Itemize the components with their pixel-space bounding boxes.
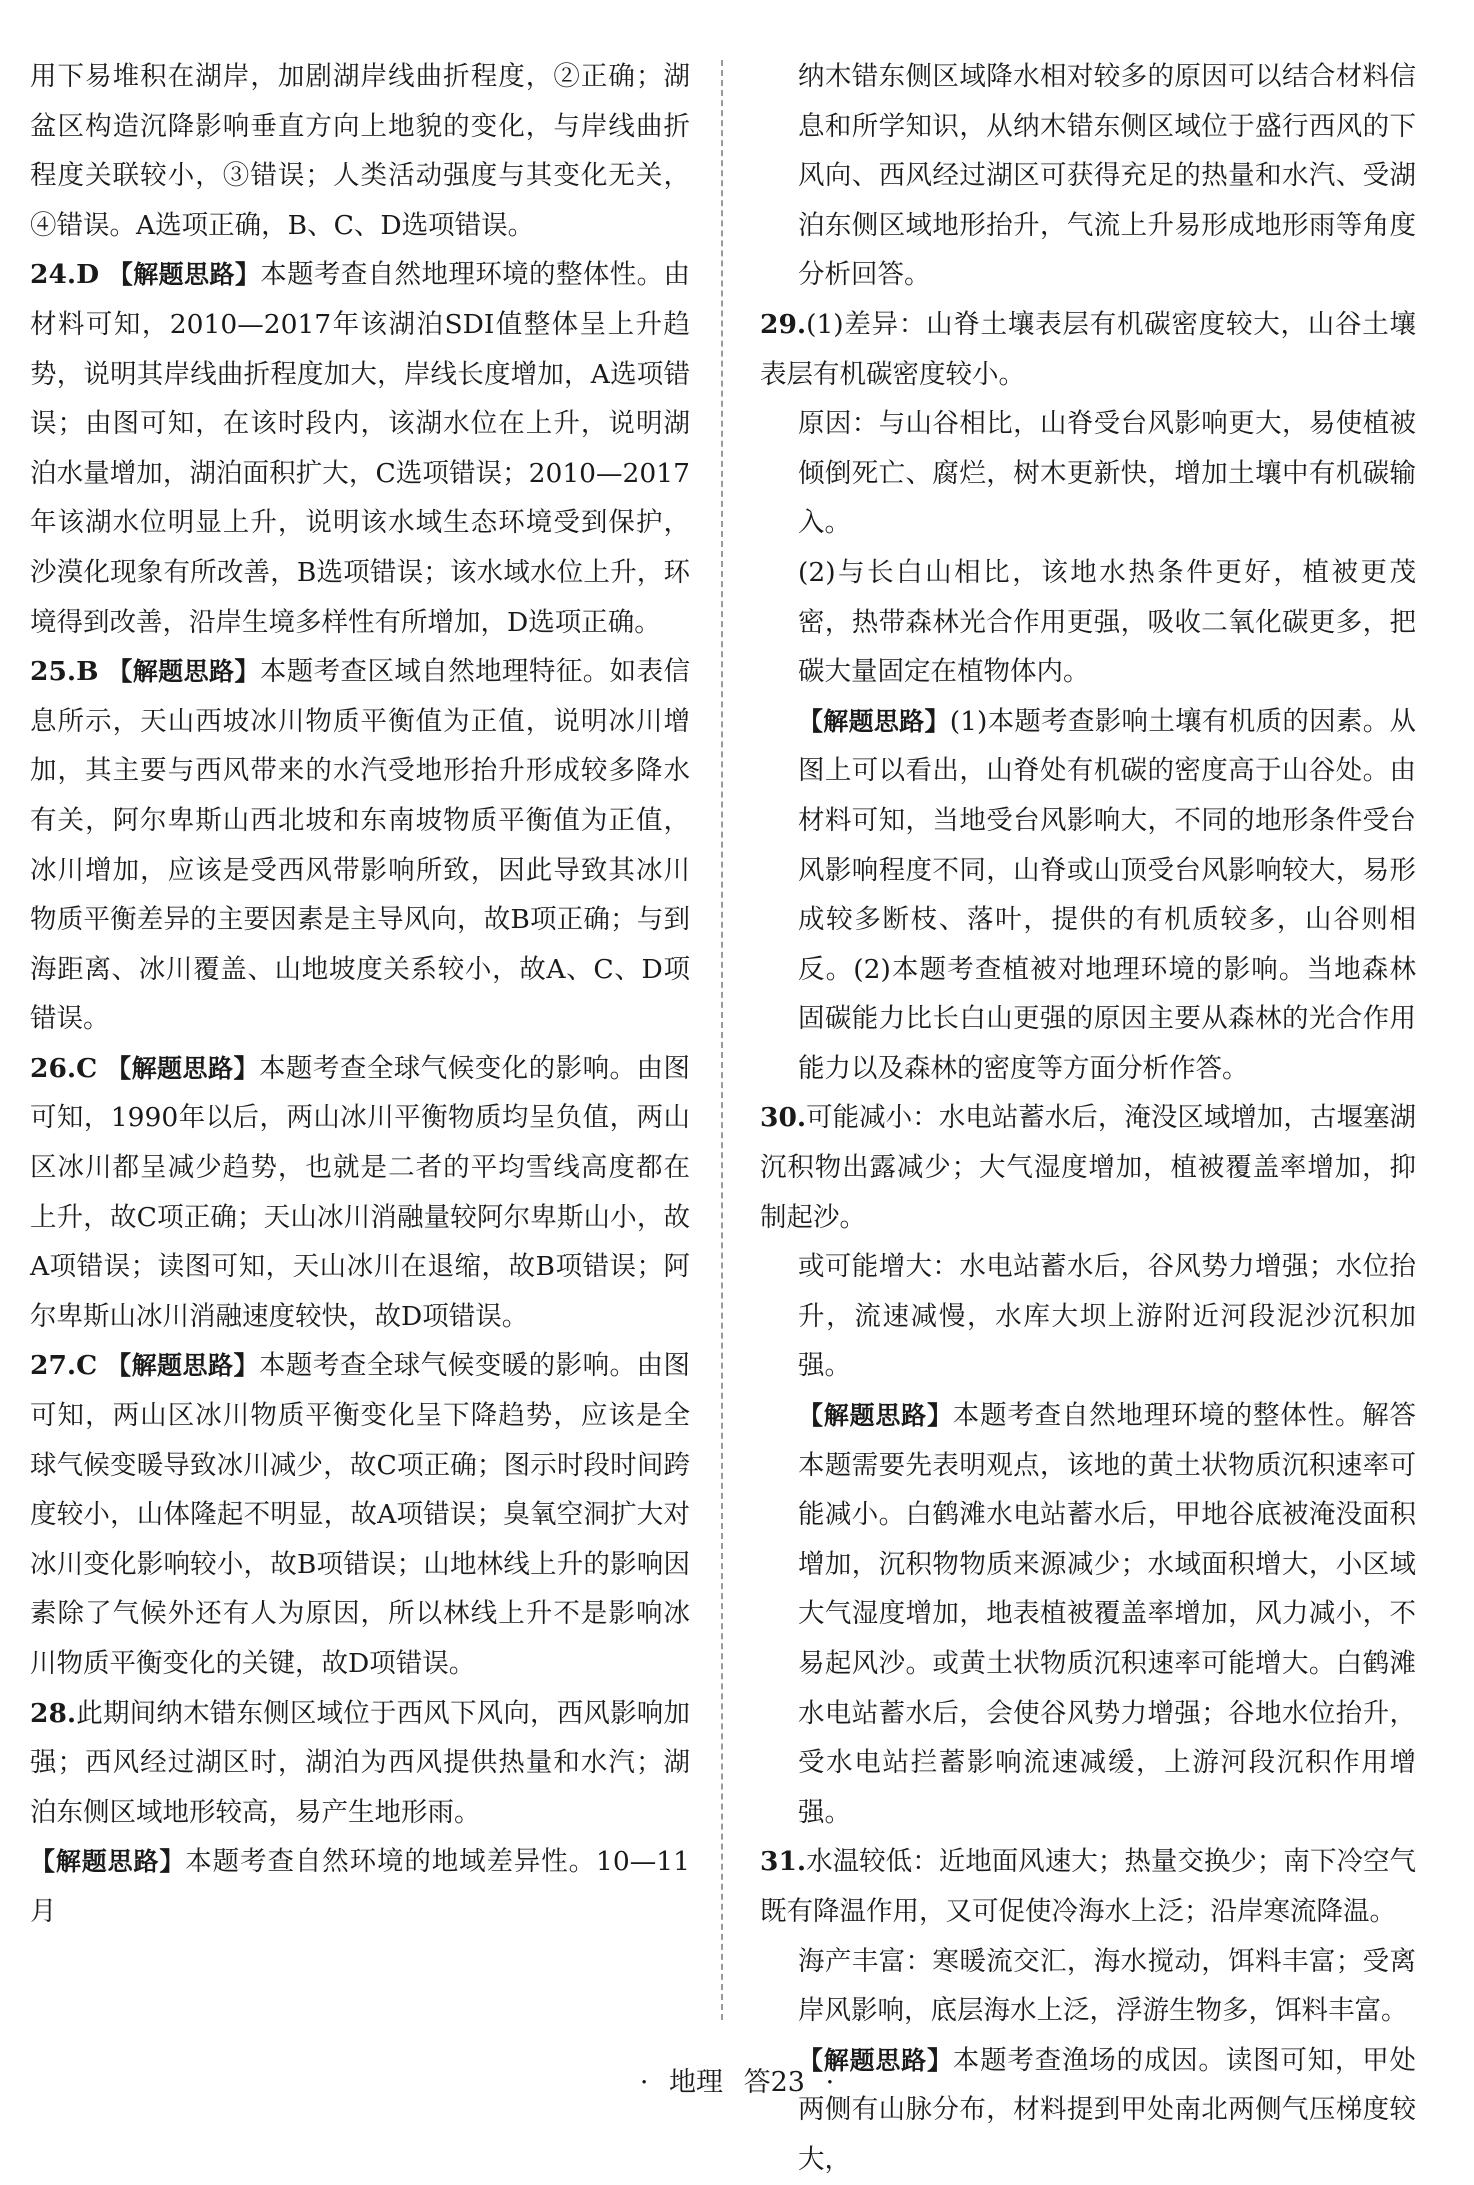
explanation-text: 本题考查区域自然地理特征。如表信息所示，天山西坡冰川物质平衡值为正值，说明冰川增加，其主要与西风带来的水汽受地形抬升形成较多降水有关，阿尔卑斯山西北坡和东南坡物质平衡值为正值，冰川增加，应该是受西风带影响所致，因此导致其冰川物质平衡差异的主要因素是主导风向，故B项正确；与到海距离、冰川覆盖、山地坡度关系较小，故A、C、D项错误。 [30, 656, 690, 1035]
question-number: 27. [30, 1350, 77, 1382]
answer-part-1: 水温较低：近地面风速大；热量交换少；南下冷空气既有降温作用，又可促使冷海水上泛；沿岸寒流降温。 [760, 1846, 1416, 1927]
answer-31 [760, 1837, 1416, 1936]
answer-part-1: (1)差异：山脊土壤表层有机碳密度较大，山谷土壤表层有机碳密度较小。 [760, 308, 1416, 390]
footer-dot-right: · [825, 2067, 835, 2098]
answer-31-explanation [760, 2036, 1416, 2185]
question-number: 29. [760, 308, 807, 340]
solution-tag: 【解题思路】 [106, 1351, 259, 1381]
answer-choice: C [76, 1350, 98, 1382]
question-number: 28. [30, 1697, 77, 1729]
explanation-text: 本题考查自然地理环境的整体性。由材料可知，2010—2017年该湖泊SDI值整体呈上升趋势，说明其岸线曲折程度加大，岸线长度增加，A选项错误；由图可知，在该时段内，该湖水位在上升，说明湖泊水量增加，湖泊面积扩大，C选项错误；2010—2017年该湖水位明显上升，说明该水域生态环境受到保护，沙漠化现象有所改善，B选项错误；该水域水位上升，环境得到改善，沿岸生境多样性有所增加，D选项正确。 [30, 259, 690, 638]
answer-29-reason: 原因：与山谷相比，山脊受台风影响更大，易使植被倾倒死亡、腐烂，树木更新快，增加土壤中有机碳输入。 [798, 408, 1416, 539]
question-number: 31. [760, 1846, 807, 1878]
solution-tag: 【解题思路】 [798, 1401, 953, 1431]
answer-text: 此期间纳木错东侧区域位于西风下风向，西风影响加强；西风经过湖区时，湖泊为西风提供热量和水汽；湖泊东侧区域地形较高，易产生地形雨。 [30, 1697, 690, 1828]
footer-dot-left: · [639, 2067, 649, 2098]
footer-subject: 地理 [669, 2067, 724, 2098]
explanation-text: 本题考查渔场的成因。读图可知，甲处两侧有山脉分布，材料提到甲处南北两侧气压梯度较大， [798, 2044, 1416, 2175]
answer-26 [30, 1044, 690, 1342]
page-footer [0, 2060, 1474, 2099]
question-number: 26. [30, 1052, 77, 1084]
solution-tag: 【解题思路】 [30, 1847, 186, 1877]
question-number: 30. [760, 1102, 807, 1134]
answer-24 [30, 250, 690, 647]
answer-30-alternative: 或可能增大：水电站蓄水后，谷风势力增强；水位抬升，流速减慢，水库大坝上游附近河段泥沙沉积加强。 [798, 1251, 1416, 1382]
answer-part-1: 可能减小：水电站蓄水后，淹没区域增加，古堰塞湖沉积物出露减少；大气湿度增加，植被覆盖率增加，抑制起沙。 [760, 1102, 1416, 1233]
answer-choice: B [76, 656, 99, 688]
answer-27 [30, 1341, 690, 1688]
answer-31-part-2: 海产丰富：寒暖流交汇，海水搅动，饵料丰富；受离岸风影响，底层海水上泛，浮游生物多，饵料丰富。 [798, 1945, 1416, 2027]
continued-answer-23: 用下易堆积在湖岸，加剧湖岸线曲折程度，②正确；湖盆区构造沉降影响垂直方向上地貌的变化，与岸线曲折程度关联较小，③错误；人类活动强度与其变化无关，④错误。A选项正确，B、C、D选项错误。 [30, 61, 690, 241]
answer-29-part-2: (2)与长白山相比，该地水热条件更好，植被更茂密，热带森林光合作用更强，吸收二氧化碳更多，把碳大量固定在植物体内。 [798, 556, 1416, 688]
solution-tag: 【解题思路】 [107, 657, 260, 687]
continued-answer-28: 纳木错东侧区域降水相对较多的原因可以结合材料信息和所学知识，从纳木错东侧区域位于盛行西风的下风向、西风经过湖区可获得充足的热量和水汽、受湖泊东侧区域地形抬升，气流上升易形成地形雨等角度分析回答。 [798, 61, 1416, 291]
solution-tag: 【解题思路】 [106, 1053, 259, 1083]
answer-choice: C [76, 1052, 98, 1084]
answer-25 [30, 647, 690, 1044]
explanation-text: 本题考查自然环境的地域差异性。10—11月 [30, 1846, 690, 1927]
answer-choice: D [76, 259, 100, 291]
column-divider [721, 60, 723, 2020]
question-number: 24. [30, 259, 77, 291]
explanation-text: 本题考查全球气候变暖的影响。由图可知，两山区冰川物质平衡变化呈下降趋势，应该是全球气候变暖导致冰川减少，故C项正确；图示时段时间跨度较小，山体隆起不明显，故A项错误；臭氧空洞扩大对冰川变化影响较小，故B项错误；山地林线上升的影响因素除了气候外还有人为原因，所以林线上升不是影响冰川物质平衡变化的关键，故D项错误。 [30, 1350, 690, 1679]
solution-tag: 【解题思路】 [798, 2045, 953, 2075]
solution-tag: 【解题思路】 [107, 260, 261, 290]
footer-page-number: 答23 [743, 2067, 805, 2098]
explanation-text: (1)本题考查影响土壤有机质的因素。从图上可以看出，山脊处有机碳的密度高于山谷处。由材料可知，当地受台风影响大，不同的地形条件受台风影响程度不同，山脊或山顶受台风影响较大，易形成较多断枝、落叶，提供的有机质较多，山谷则相反。(2)本题考查植被对地理环境的影响。当地森林固碳能力比长白山更强的原因主要从森林的光合作用能力以及森林的密度等方面分析作答。 [798, 705, 1416, 1084]
explanation-text: 本题考查自然地理环境的整体性。解答本题需要先表明观点，该地的黄土状物质沉积速率可能减小。白鹤滩水电站蓄水后，甲地谷底被淹没面积增加，沉积物物质来源减少；水域面积增大，小区域大气湿度增加，地表植被覆盖率增加，风力减小，不易起风沙。或黄土状物质沉积速率可能增大。白鹤滩水电站蓄水后，会使谷风势力增强；谷地水位抬升，受水电站拦蓄影响流速减缓，上游河段沉积作用增强。 [798, 1400, 1416, 1828]
left-column [30, 52, 690, 2042]
question-number: 25. [30, 656, 77, 688]
answer-28 [30, 1689, 690, 1838]
explanation-text: 本题考查全球气候变化的影响。由图可知，1990年以后，两山冰川平衡物质均呈负值，两山区冰川都呈减少趋势，也就是二者的平均雪线高度都在上升，故C项正确；天山冰川消融量较阿尔卑斯山小，故A项错误；读图可知，天山冰川在退缩，故B项错误；阿尔卑斯山冰川消融速度较快，故D项错误。 [30, 1052, 690, 1332]
answer-28-explanation [30, 1837, 690, 1936]
answer-30-explanation [760, 1391, 1416, 1837]
answer-29-explanation [760, 697, 1416, 1094]
answer-30 [760, 1093, 1416, 1242]
answer-29 [760, 300, 1416, 399]
solution-tag: 【解题思路】 [798, 706, 950, 736]
